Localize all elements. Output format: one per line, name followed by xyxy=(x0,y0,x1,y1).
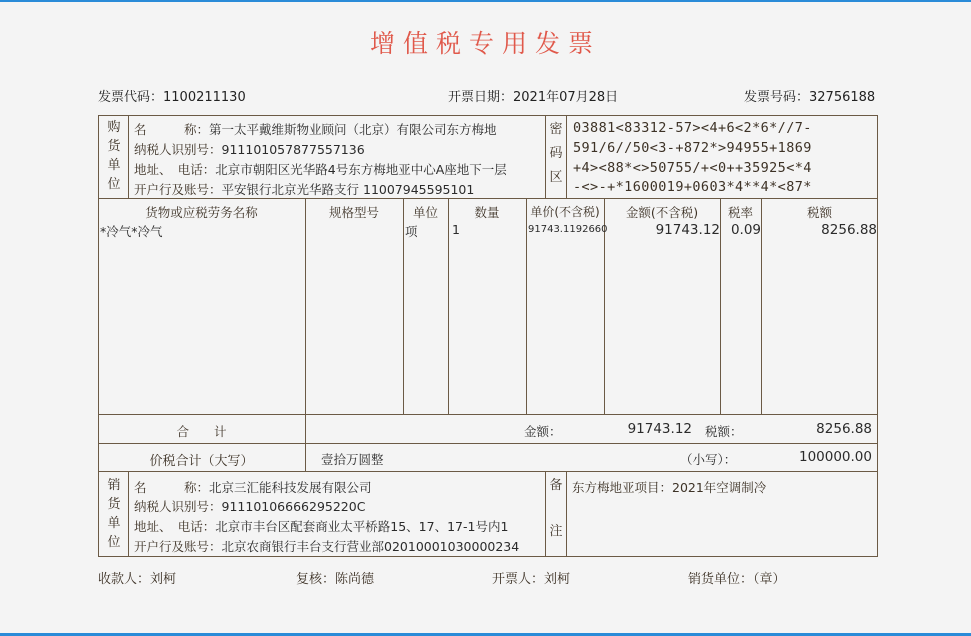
invoice-code xyxy=(98,86,246,105)
seller-tax-value: 91110106666295220C xyxy=(221,499,366,514)
buyer-addr-label: 地址、 电话： xyxy=(134,162,216,177)
header-price: 单价(不含税) xyxy=(530,205,600,219)
divider xyxy=(305,198,306,471)
vertical-char: 单 xyxy=(107,516,121,531)
invoice-date-label: 开票日期： xyxy=(448,90,514,105)
remark-label xyxy=(546,476,566,568)
invoice-number xyxy=(744,86,875,105)
header-spec: 规格型号 xyxy=(328,205,379,220)
divider xyxy=(98,414,878,415)
item-qty: 1 xyxy=(452,222,460,237)
grand-label: 价税合计（大写） xyxy=(149,454,254,469)
vertical-char: 位 xyxy=(107,535,121,550)
header-name: 货物或应税劳务名称 xyxy=(145,205,258,220)
grand-lower-label: （小写）： xyxy=(680,452,737,467)
seller-tax-row xyxy=(134,497,365,515)
review-value: 陈尚德 xyxy=(335,572,375,587)
review-label: 复核： xyxy=(296,572,336,587)
seller-name-row xyxy=(134,478,372,496)
seller-name-value: 北京三汇能科技发展有限公司 xyxy=(209,480,372,495)
item-price: 91743.1192660 xyxy=(528,224,608,235)
divider xyxy=(448,198,449,414)
header-tax: 税额 xyxy=(806,205,832,220)
seller-addr-value: 北京市丰台区配套商业太平桥路15、17、17-1号内1 xyxy=(215,519,509,534)
footer-drawer xyxy=(492,568,570,587)
seller-tax-label: 纳税人识别号： xyxy=(134,499,222,514)
invoice-code-value: 1100211130 xyxy=(163,90,246,105)
grand-upper: 壹拾万圆整 xyxy=(321,452,384,467)
header-unit: 单位 xyxy=(412,205,438,220)
totals-amount: 91743.12 xyxy=(627,421,692,437)
remark-text: 东方梅地亚项目：2021年空调制冷 xyxy=(572,480,767,495)
divider xyxy=(566,115,567,198)
buyer-tax-value: 911101057877557136 xyxy=(221,142,365,157)
item-unit: 项 xyxy=(405,224,418,239)
seller-addr-label: 地址、 电话： xyxy=(134,519,216,534)
cipher-line: 03881<83312-57><4+6<2*6*//7- xyxy=(573,120,812,136)
seller-side-text xyxy=(104,476,124,552)
drawer-value: 刘柯 xyxy=(544,572,571,587)
divider xyxy=(128,471,129,557)
invoice-date xyxy=(448,86,618,105)
vertical-char: 密 xyxy=(549,122,563,137)
seller-addr-row xyxy=(134,517,508,535)
vertical-char: 购 xyxy=(107,120,121,135)
totals-label: 合 计 xyxy=(176,424,227,439)
buyer-side-text xyxy=(104,118,124,194)
item-rate: 0.09 xyxy=(730,222,761,238)
totals-tax: 8256.88 xyxy=(816,421,872,437)
header-qty: 数量 xyxy=(474,205,500,220)
seller-bank-value: 北京农商银行丰台支行营业部02010001030000234 xyxy=(221,539,520,554)
vertical-char: 销 xyxy=(107,478,121,493)
item-tax: 8256.88 xyxy=(821,222,877,238)
drawer-label: 开票人： xyxy=(492,572,545,587)
invoice-number-value: 32756188 xyxy=(809,90,876,105)
totals-tax-label: 税额： xyxy=(705,424,743,439)
buyer-name-label: 名 称： xyxy=(134,122,210,137)
footer-review xyxy=(296,568,374,587)
payee-value: 刘柯 xyxy=(150,572,177,587)
vertical-char: 单 xyxy=(107,158,121,173)
buyer-bank-row xyxy=(134,180,474,198)
divider xyxy=(128,115,129,198)
invoice-date-value: 2021年07月28日 xyxy=(513,90,619,105)
buyer-bank-label: 开户行及账号： xyxy=(134,182,222,197)
cipher-label xyxy=(546,120,566,192)
cipher-line: +4><88*<>50755/+<0++35925<*4 xyxy=(573,160,812,176)
invoice-number-label: 发票号码： xyxy=(744,90,810,105)
vertical-char: 区 xyxy=(549,170,563,185)
invoice-title: 增值税专用发票 xyxy=(369,29,601,58)
vertical-char: 位 xyxy=(107,177,121,192)
vertical-char: 码 xyxy=(549,146,563,161)
vertical-char: 备 xyxy=(549,478,563,493)
cipher-line: 591/6//50<3-+872*>94955+1869 xyxy=(573,140,812,156)
buyer-bank-value: 平安银行北京光华路支行 11007945595101 xyxy=(221,182,475,197)
buyer-tax-row xyxy=(134,140,365,158)
vertical-char: 注 xyxy=(549,524,563,539)
divider xyxy=(98,443,878,444)
footer-payee xyxy=(98,568,176,587)
invoice-code-label: 发票代码： xyxy=(98,90,164,105)
buyer-name-value: 第一太平戴维斯物业顾问（北京）有限公司东方梅地 xyxy=(209,122,497,137)
divider xyxy=(526,198,527,414)
seller-side-label xyxy=(104,476,124,552)
seller-name-label: 名 称： xyxy=(134,480,210,495)
buyer-tax-label: 纳税人识别号： xyxy=(134,142,222,157)
divider xyxy=(403,198,404,414)
seller-bank-label: 开户行及账号： xyxy=(134,539,222,554)
item-name: *冷气*冷气 xyxy=(100,224,163,239)
divider xyxy=(566,471,567,557)
header-amount: 金额(不含税) xyxy=(625,205,699,220)
header-rate: 税率 xyxy=(727,205,753,220)
cipher-label-text xyxy=(546,120,566,192)
grand-lower: 100000.00 xyxy=(798,449,872,465)
remark-label-text xyxy=(546,476,566,568)
buyer-side-label xyxy=(104,118,124,194)
buyer-name-row xyxy=(134,120,497,138)
divider xyxy=(98,471,878,472)
item-amount: 91743.12 xyxy=(655,222,720,238)
buyer-addr-row xyxy=(134,160,507,178)
payee-label: 收款人： xyxy=(98,572,151,587)
buyer-addr-value: 北京市朝阳区光华路4号东方梅地亚中心A座地下一层 xyxy=(215,162,507,177)
vertical-char: 货 xyxy=(107,497,121,512)
cipher-line: -<>-+*1600019+0603*4**4*<87* xyxy=(573,179,812,195)
vertical-char: 货 xyxy=(107,139,121,154)
seller-bank-row xyxy=(134,537,519,555)
footer-seller-seal: 销货单位：（章） xyxy=(688,572,786,587)
totals-amount-label: 金额： xyxy=(524,424,562,439)
